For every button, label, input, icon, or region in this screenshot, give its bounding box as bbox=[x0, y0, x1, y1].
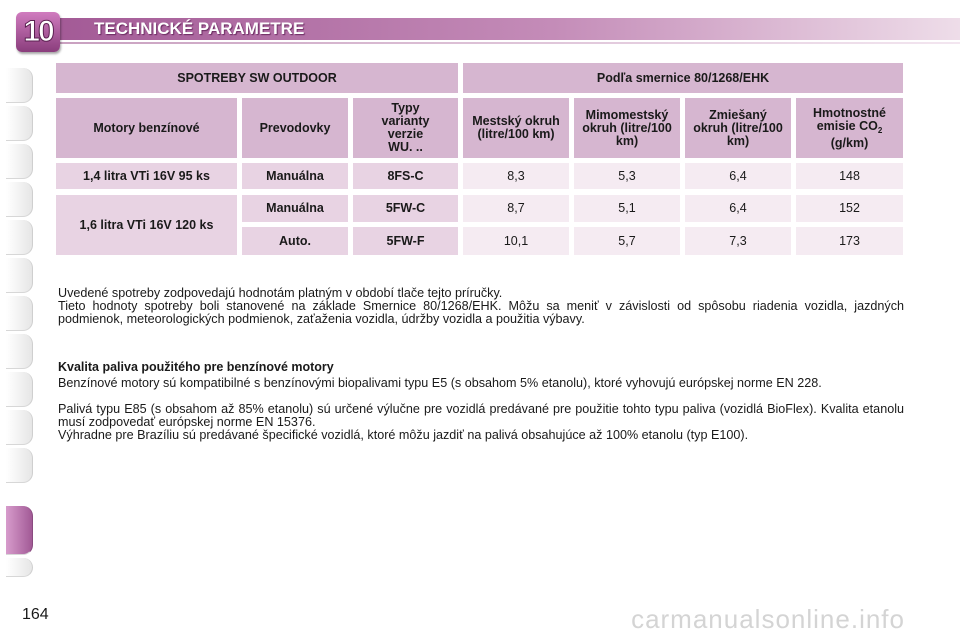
col-header-co2 bbox=[796, 98, 903, 158]
col-header-extra-urban: Mimomestský okruh (litre/100 km) bbox=[574, 98, 680, 158]
chapter-tab[interactable] bbox=[6, 144, 33, 179]
fuel-e100-paragraph: Výhradne pre Brazíliu sú predávané špecifické vozidlá, ktoré môžu jazdiť na palivá obsahujúce až 100% etanolu (typ E100). bbox=[58, 428, 749, 442]
engine-label: 1,6 litra VTi 16V 120 ks bbox=[56, 195, 237, 255]
chapter-tab[interactable] bbox=[6, 296, 33, 331]
page-number: 164 bbox=[22, 606, 49, 623]
table-group-right: Podľa smernice 80/1268/EHK bbox=[463, 63, 903, 93]
chapter-tab[interactable] bbox=[6, 220, 33, 255]
chapter-tab[interactable] bbox=[6, 372, 33, 407]
page-title: TECHNICKÉ PARAMETRE bbox=[94, 19, 305, 38]
fuel-section-title: Kvalita paliva použitého pre benzínové motory bbox=[58, 360, 334, 374]
chapter-tabs bbox=[0, 64, 34, 576]
col-header-gearbox: Prevodovky bbox=[242, 98, 348, 158]
col-header-urban: Mestský okruh (litre/100 km) bbox=[463, 98, 569, 158]
urban-cell: 10,1 bbox=[463, 227, 569, 255]
note-validity: Uvedené spotreby zodpovedajú hodnotám platným v období tlače tejto príručky. bbox=[58, 286, 503, 300]
co2-cell: 173 bbox=[796, 227, 903, 255]
gearbox-cell: Manuálna bbox=[242, 163, 348, 189]
col-header-combined: Zmiešaný okruh (litre/100 km) bbox=[685, 98, 791, 158]
chapter-tab[interactable] bbox=[6, 182, 33, 217]
chapter-tab[interactable] bbox=[6, 334, 33, 369]
urban-cell: 8,7 bbox=[463, 195, 569, 222]
chapter-tab[interactable] bbox=[6, 448, 33, 483]
chapter-tab[interactable] bbox=[6, 106, 33, 141]
chapter-tab-active[interactable] bbox=[6, 506, 33, 555]
co2-cell: 152 bbox=[796, 195, 903, 222]
chapter-tab[interactable] bbox=[6, 68, 33, 103]
gearbox-cell: Auto. bbox=[242, 227, 348, 255]
combined-cell: 7,3 bbox=[685, 227, 791, 255]
chapter-tab[interactable] bbox=[6, 410, 33, 445]
header-underline bbox=[56, 42, 960, 44]
urban-cell: 8,3 bbox=[463, 163, 569, 189]
chapter-tab[interactable] bbox=[6, 558, 33, 577]
fuel-e85-paragraph: Palivá typu E85 (s obsahom až 85% etanolu) sú určené výlučne pre vozidlá predávané pre použitie tohto typu paliva (vozidlá BioFlex). Kvalita etanolu musí zodpovedať európskej norme EN 15376. bbox=[58, 402, 904, 430]
note-conditions: Tieto hodnoty spotreby boli stanovené na základe Smernice 80/1268/EHK. Môžu sa meniť v závislosti od spôsobu riadenia vozidla, jazdných podmienok, meteorologických podmienok, zaťaženia vozidla, údržby vozidla a použitia výbavy. bbox=[58, 299, 904, 327]
fuel-e5-paragraph: Benzínové motory sú kompatibilné s benzínovými biopalivami typu E5 (s obsahom 5% etanolu), ktoré vyhovujú európskej norme EN 228. bbox=[58, 376, 822, 390]
type-cell: 8FS-C bbox=[353, 163, 458, 189]
chapter-number-badge: 10 bbox=[16, 12, 60, 52]
type-cell: 5FW-F bbox=[353, 227, 458, 255]
co2-cell: 148 bbox=[796, 163, 903, 189]
col-header-engine: Motory benzínové bbox=[56, 98, 237, 158]
type-cell: 5FW-C bbox=[353, 195, 458, 222]
watermark: carmanualsonline.info bbox=[631, 604, 905, 634]
combined-cell: 6,4 bbox=[685, 163, 791, 189]
extra-urban-cell: 5,1 bbox=[574, 195, 680, 222]
co2-header-text: Hmotnostné emisie $CO_2$ (g/km) bbox=[813, 105, 886, 150]
engine-label: 1,4 litra VTi 16V 95 ks bbox=[56, 163, 237, 189]
combined-cell: 6,4 bbox=[685, 195, 791, 222]
extra-urban-cell: 5,3 bbox=[574, 163, 680, 189]
gearbox-cell: Manuálna bbox=[242, 195, 348, 222]
extra-urban-cell: 5,7 bbox=[574, 227, 680, 255]
chapter-tab[interactable] bbox=[6, 258, 33, 293]
col-header-type: Typy varianty verzie WU. .. bbox=[353, 98, 458, 158]
table-group-left: SPOTREBY SW OUTDOOR bbox=[56, 63, 458, 93]
